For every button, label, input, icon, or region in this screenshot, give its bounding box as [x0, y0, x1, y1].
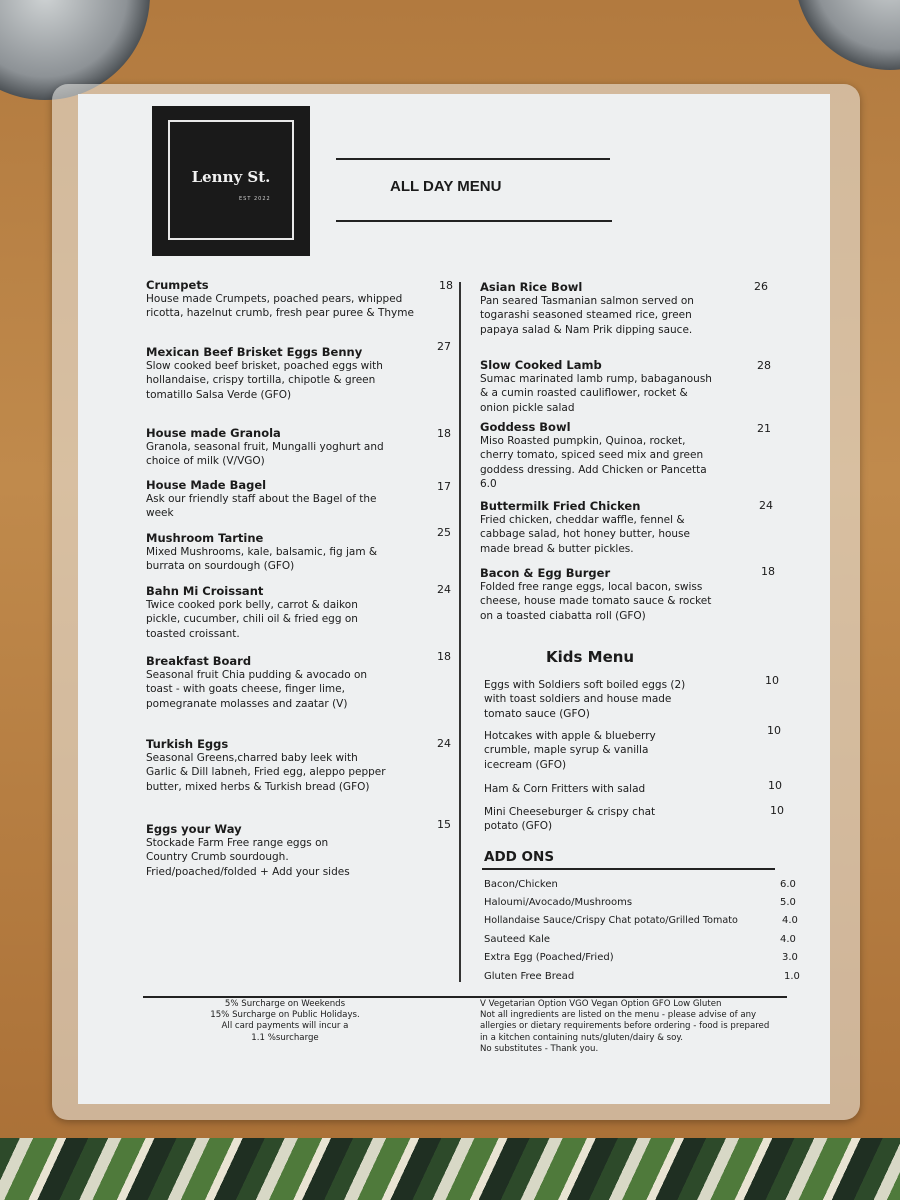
- item-price: 28: [757, 359, 771, 372]
- item-description: Miso Roasted pumpkin, Quinoa, rocket, cherry tomato, spiced seed mix and green goddess dressing. Add Chicken or Pancetta 6.0: [480, 435, 707, 490]
- title-rule-top: [336, 158, 610, 160]
- item-price: 18: [437, 650, 451, 663]
- menu-item: [146, 531, 381, 574]
- logo-name: Lenny St.: [191, 168, 271, 186]
- dietary-line: No substitutes - Thank you.: [480, 1043, 599, 1054]
- kids-item-price: 10: [767, 724, 781, 737]
- menu-item: [146, 278, 414, 321]
- item-name: Slow Cooked Lamb: [480, 358, 602, 372]
- surcharge-line: 15% Surcharge on Public Holidays.: [210, 1010, 360, 1021]
- item-price: 24: [759, 499, 773, 512]
- item-price: 27: [437, 340, 451, 353]
- add-on-price: 6.0: [780, 879, 796, 890]
- item-price: 26: [754, 280, 768, 293]
- logo-est: EST 2022: [239, 196, 271, 202]
- dietary-line: allergies or dietary requirements before ordering - food is prepared: [480, 1021, 770, 1032]
- surcharge-line: 1.1 %surcharge: [251, 1032, 319, 1043]
- kids-item-price: 10: [768, 779, 782, 792]
- menu-item: [146, 478, 381, 521]
- item-name: Crumpets: [146, 278, 209, 292]
- item-description: Sumac marinated lamb rump, babaganoush & a cumin roasted cauliflower, rocket & onion pickle salad: [480, 373, 712, 414]
- surcharge-line: All card payments will incur a: [221, 1021, 349, 1032]
- kids-item: Mini Cheeseburger & crispy chat potato (GFO): [484, 806, 656, 833]
- menu-item: [146, 584, 371, 641]
- item-description: Stockade Farm Free range eggs on Country Crumb sourdough. Fried/poached/folded + Add your sides: [146, 837, 350, 878]
- menu-item: [146, 426, 386, 469]
- item-price: 24: [437, 737, 451, 750]
- item-description: Fried chicken, cheddar waffle, fennel & cabbage salad, hot honey butter, house made bread & butter pickles.: [480, 514, 690, 555]
- item-description: Seasonal Greens,charred baby leek with Garlic & Dill labneh, Fried egg, aleppo pepper butter, mixed herbs & Turkish bread (GFO): [146, 752, 386, 793]
- footer-divider: [143, 996, 787, 998]
- dietary-note: [480, 999, 820, 1055]
- menu-title: ALL DAY MENU: [390, 178, 502, 195]
- add-on-item: Extra Egg (Poached/Fried): [484, 952, 614, 963]
- item-name: House made Granola: [146, 426, 281, 440]
- add-ons-rule: [482, 868, 775, 870]
- add-on-price: 3.0: [782, 952, 798, 963]
- add-on-price: 4.0: [780, 934, 796, 945]
- item-price: 25: [437, 526, 451, 539]
- menu-item: [146, 737, 386, 794]
- item-description: Pan seared Tasmanian salmon served on togarashi seasoned steamed rice, green papaya salad & Nam Prik dipping sauce.: [480, 295, 694, 336]
- add-on-item: Hollandaise Sauce/Crispy Chat potato/Grilled Tomato: [484, 915, 738, 926]
- surcharge-line: 5% Surcharge on Weekends: [224, 999, 346, 1009]
- item-name: Buttermilk Fried Chicken: [480, 499, 641, 513]
- item-description: Slow cooked beef brisket, poached eggs with hollandaise, crispy tortilla, chipotle & green tomatillo Salsa Verde (GFO): [146, 360, 383, 401]
- kids-item-price: 10: [770, 804, 784, 817]
- menu-item: [146, 345, 436, 402]
- item-name: Mushroom Tartine: [146, 531, 264, 545]
- item-price: 18: [761, 565, 775, 578]
- item-description: Granola, seasonal fruit, Mungalli yoghurt and choice of milk (V/VGO): [146, 441, 384, 468]
- surcharge-note: [180, 999, 390, 1044]
- item-name: Mexican Beef Brisket Eggs Benny: [146, 345, 363, 359]
- item-price: 21: [757, 422, 771, 435]
- item-name: Breakfast Board: [146, 654, 252, 668]
- menu-item: [146, 822, 371, 879]
- add-on-price: 5.0: [780, 897, 796, 908]
- dietary-line: in a kitchen containing nuts/gluten/dairy & soy.: [480, 1032, 683, 1043]
- item-description: Ask our friendly staff about the Bagel of the week: [146, 493, 377, 520]
- title-rule-bottom: [336, 220, 612, 222]
- item-name: House Made Bagel: [146, 478, 267, 492]
- add-ons-title: ADD ONS: [484, 849, 555, 865]
- item-name: Eggs your Way: [146, 822, 242, 836]
- kids-menu-title: Kids Menu: [546, 648, 635, 666]
- item-price: 24: [437, 583, 451, 596]
- add-on-price: 4.0: [782, 915, 798, 926]
- kids-item: Hotcakes with apple & blueberry crumble, maple syrup & vanilla icecream (GFO): [484, 730, 656, 771]
- item-name: Turkish Eggs: [146, 737, 229, 751]
- item-name: Goddess Bowl: [480, 420, 571, 434]
- dietary-line: Not all ingredients are listed on the menu - please advise of any: [480, 1010, 757, 1021]
- menu-item: [480, 358, 720, 415]
- add-on-price: 1.0: [784, 971, 800, 982]
- item-description: Folded free range eggs, local bacon, swiss cheese, house made tomato sauce & rocket on a toasted ciabatta roll (GFO): [480, 581, 712, 622]
- item-name: Asian Rice Bowl: [480, 280, 583, 294]
- add-on-item: Haloumi/Avocado/Mushrooms: [484, 897, 633, 908]
- add-on-item: Bacon/Chicken: [484, 879, 558, 890]
- item-description: Seasonal fruit Chia pudding & avocado on toast - with goats cheese, finger lime, pomegranate molasses and zaatar (V): [146, 669, 368, 710]
- logo: [152, 106, 310, 256]
- kids-item: Ham & Corn Fritters with salad: [484, 783, 646, 795]
- item-price: 17: [437, 480, 451, 493]
- menu-item: [480, 420, 720, 491]
- item-price: 15: [437, 818, 451, 831]
- dietary-line: V Vegetarian Option VGO Vegan Option GFO Low Gluten: [480, 999, 722, 1009]
- item-description: Mixed Mushrooms, kale, balsamic, fig jam & burrata on sourdough (GFO): [146, 546, 378, 573]
- item-description: House made Crumpets, poached pears, whipped ricotta, hazelnut crumb, fresh pear puree & Thyme: [146, 293, 414, 320]
- drink-glass: [795, 0, 900, 70]
- column-divider: [459, 282, 461, 982]
- item-name: Bacon & Egg Burger: [480, 566, 611, 580]
- add-on-item: Gluten Free Bread: [484, 971, 575, 982]
- item-price: 18: [437, 427, 451, 440]
- item-name: Bahn Mi Croissant: [146, 584, 264, 598]
- tablecloth: [0, 1138, 900, 1200]
- kids-item-price: 10: [765, 674, 779, 687]
- menu-item: [480, 499, 720, 556]
- item-description: Twice cooked pork belly, carrot & daikon pickle, cucumber, chili oil & fried egg on toasted croissant.: [146, 599, 358, 640]
- item-price: 18: [439, 279, 453, 292]
- menu-item: [480, 566, 720, 623]
- kids-item: Eggs with Soldiers soft boiled eggs (2) with toast soldiers and house made tomato sauce (GFO): [484, 679, 686, 720]
- add-on-item: Sauteed Kale: [484, 934, 551, 945]
- menu-item: [146, 654, 396, 711]
- menu-item: [480, 280, 720, 337]
